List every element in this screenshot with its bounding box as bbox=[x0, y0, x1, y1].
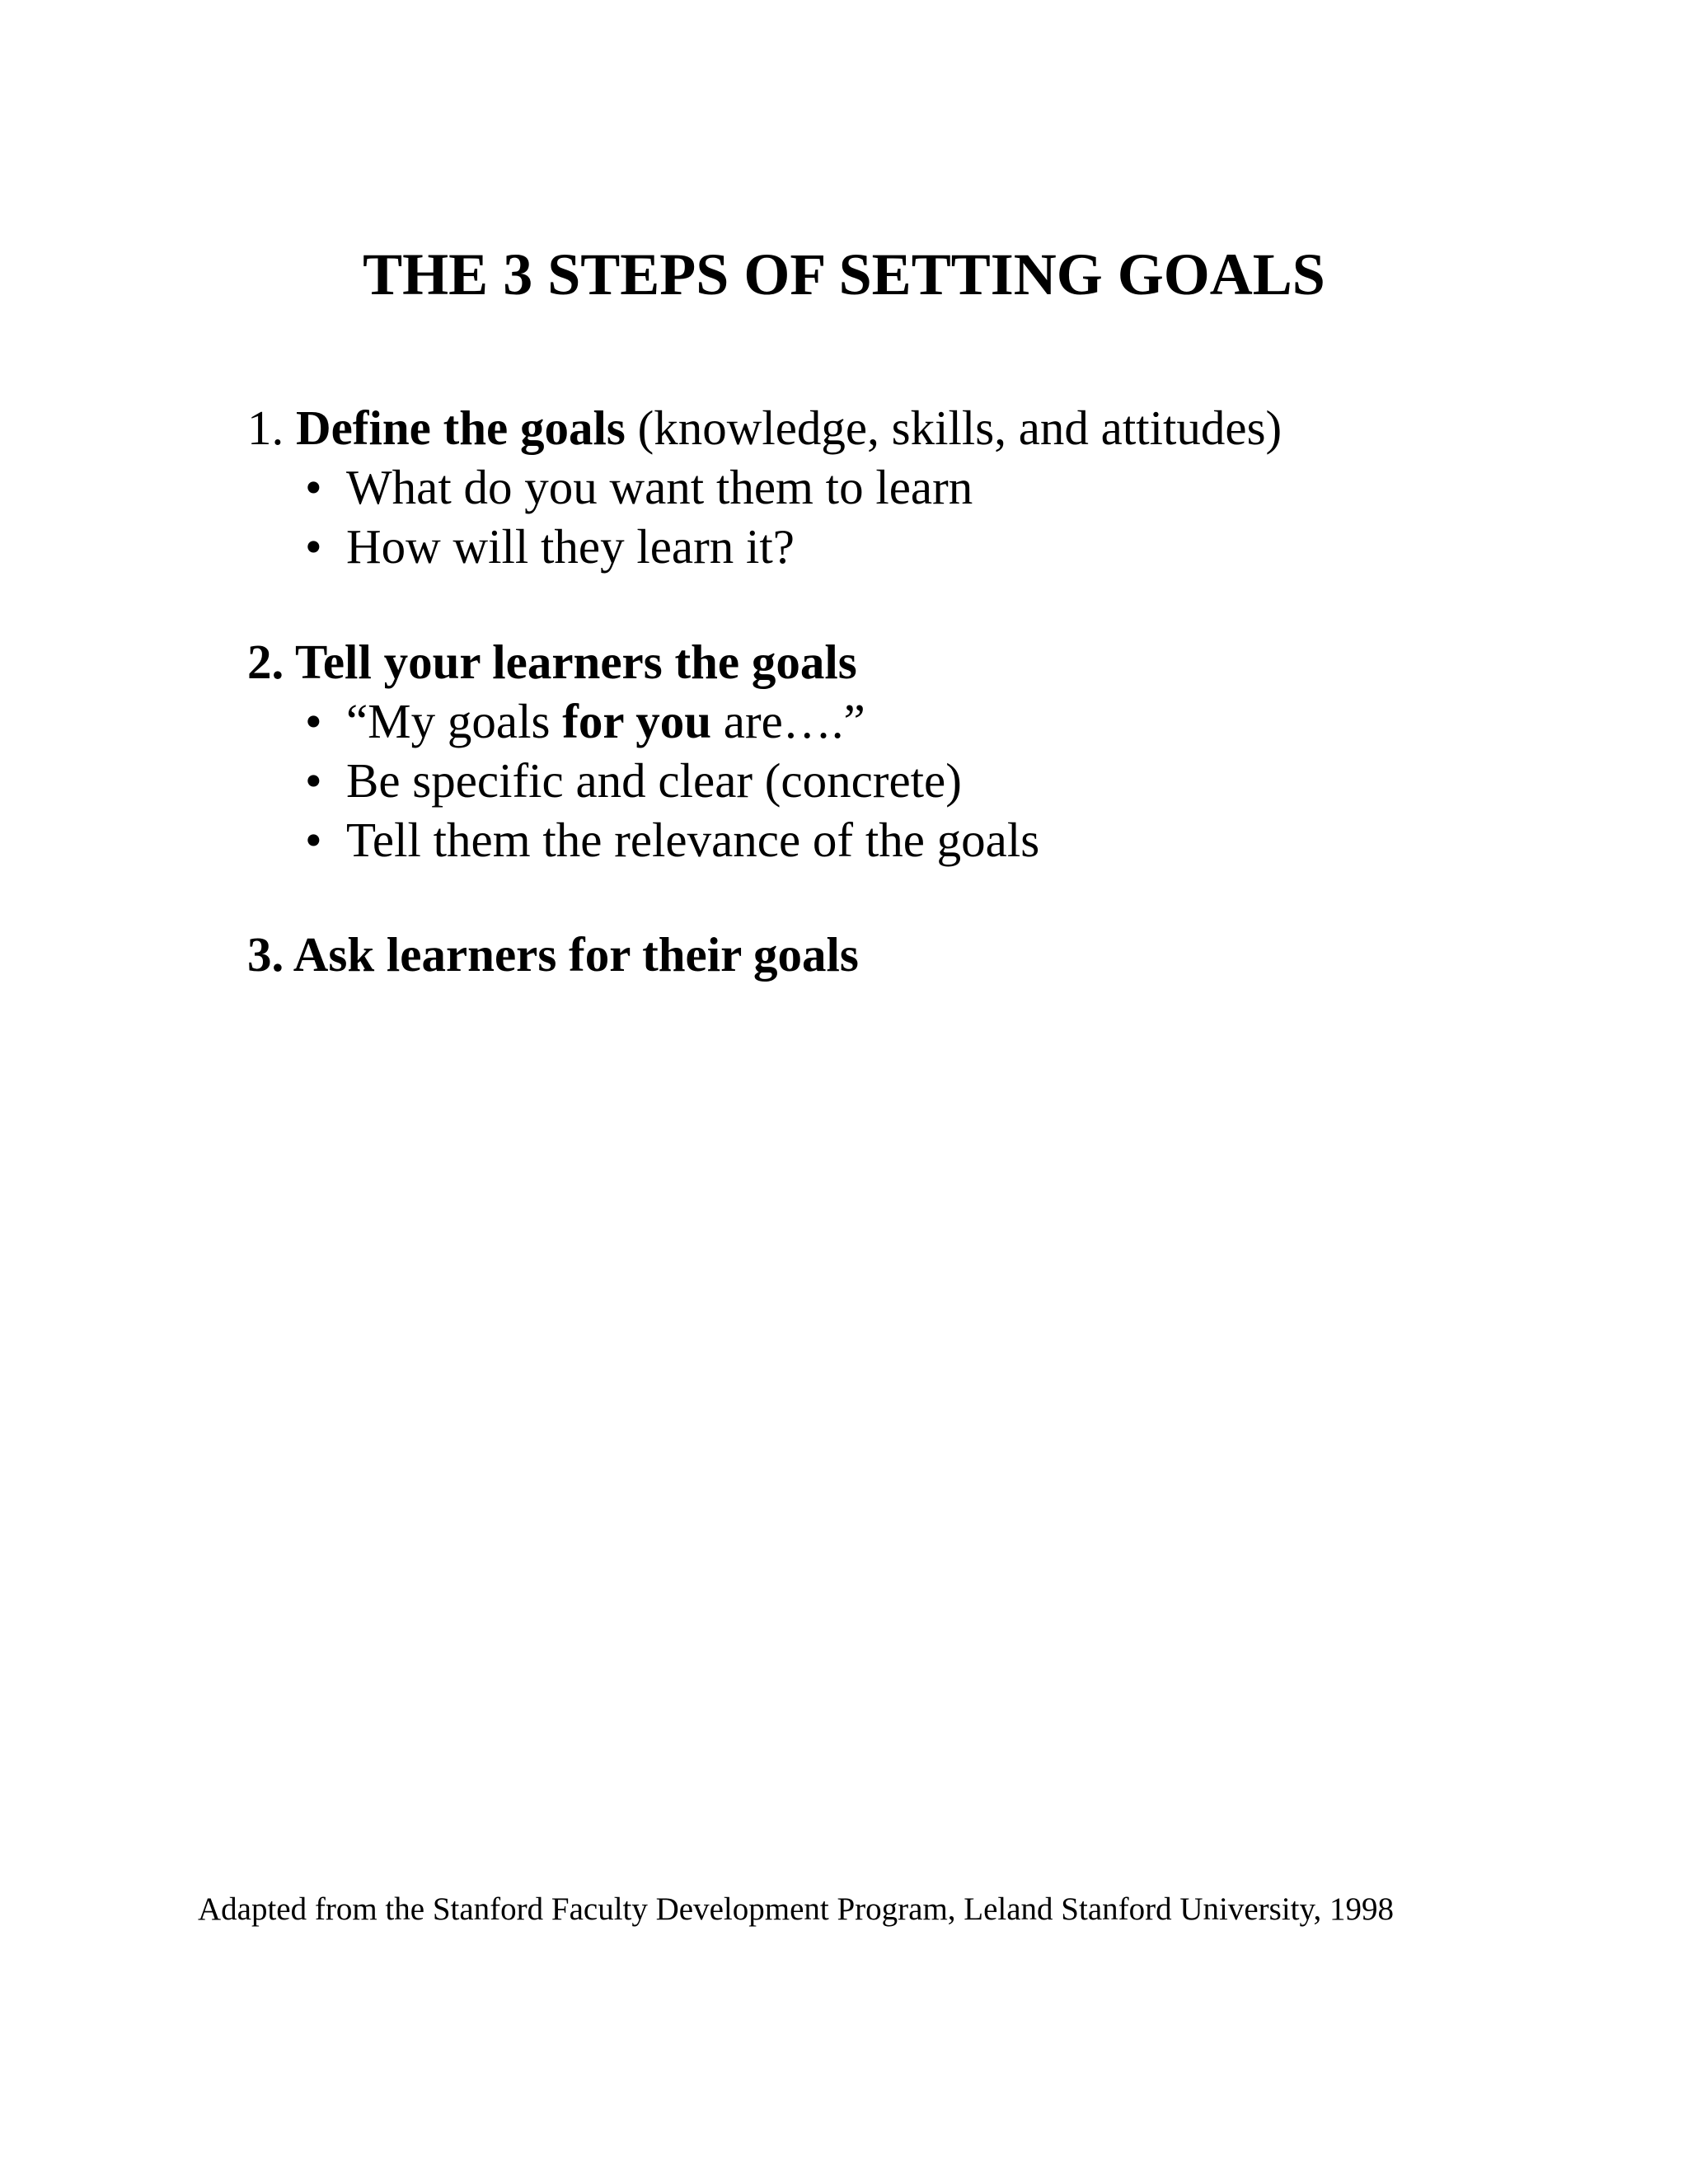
bullet-text: What do you want them to learn bbox=[346, 460, 973, 514]
bullet-icon: • bbox=[305, 813, 322, 867]
step-2 bbox=[247, 632, 857, 691]
bullet-text-pre: “My goals bbox=[346, 694, 563, 748]
bullet-text-post: are….” bbox=[711, 694, 865, 748]
step-3-heading: Ask learners for their goals bbox=[293, 927, 859, 982]
list-item bbox=[305, 457, 973, 517]
bullet-icon: • bbox=[305, 519, 322, 574]
page-title: THE 3 STEPS OF SETTING GOALS bbox=[363, 241, 1325, 307]
step-1-detail: (knowledge, skills, and attitudes) bbox=[625, 401, 1282, 455]
bullet-icon: • bbox=[305, 694, 322, 748]
list-item bbox=[305, 517, 973, 576]
footer-citation: Adapted from the Stanford Faculty Development Program, Leland Stanford University, 1998 bbox=[198, 1891, 1394, 1927]
step-2-number: 2. bbox=[247, 635, 284, 689]
step-1 bbox=[247, 398, 1282, 457]
bullet-icon: • bbox=[305, 753, 322, 808]
step-2-bullet-list bbox=[305, 691, 1039, 869]
step-3 bbox=[247, 925, 859, 984]
bullet-text: Tell them the relevance of the goals bbox=[346, 813, 1040, 867]
step-2-heading: Tell your learners the goals bbox=[294, 635, 857, 689]
list-item bbox=[305, 751, 1039, 810]
step-1-number: 1. bbox=[247, 401, 284, 455]
step-1-heading: Define the goals bbox=[296, 401, 626, 455]
list-item bbox=[305, 691, 1039, 751]
bullet-text: How will they learn it? bbox=[346, 519, 795, 574]
list-item bbox=[305, 810, 1039, 869]
step-3-number: 3. bbox=[247, 927, 284, 982]
step-1-bullet-list bbox=[305, 457, 973, 576]
bullet-icon: • bbox=[305, 460, 322, 514]
bullet-text: Be specific and clear (concrete) bbox=[346, 753, 962, 808]
bullet-text-bold: for you bbox=[562, 694, 712, 748]
